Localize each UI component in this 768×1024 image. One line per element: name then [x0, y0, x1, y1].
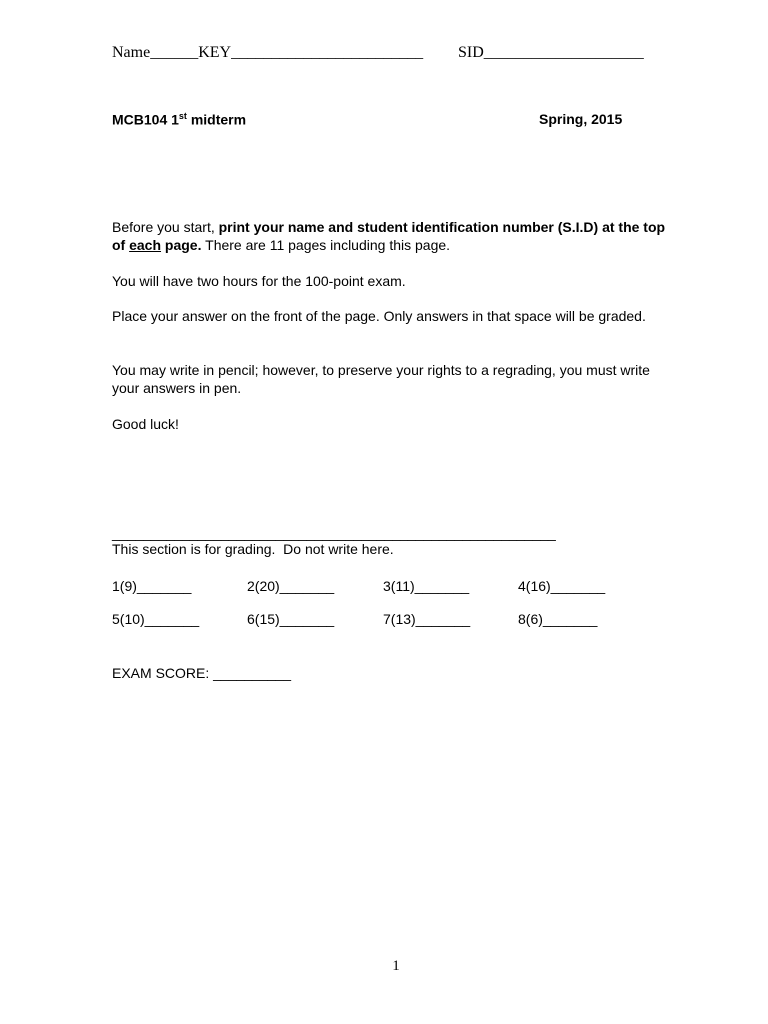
- grading-note: This section is for grading. Do not write here.: [112, 541, 394, 557]
- instruction-paragraph-5: Good luck!: [112, 416, 179, 432]
- instruction-1-underline: each: [129, 237, 162, 253]
- score-q8: 8(6)_______: [518, 611, 598, 627]
- score-q3: 3(11)_______: [383, 578, 470, 594]
- instruction-1-lead: Before you start,: [112, 219, 219, 235]
- instruction-paragraph-2: You will have two hours for the 100-point exam.: [112, 273, 406, 289]
- page-number: 1: [392, 958, 400, 974]
- instruction-paragraph-1: [112, 218, 672, 254]
- score-q2: 2(20)_______: [247, 578, 335, 594]
- sid-field: SID____________________: [458, 44, 644, 61]
- term: Spring, 2015: [539, 111, 623, 127]
- name-field: Name______KEY________________________: [112, 44, 424, 61]
- score-q1: 1(9)_______: [112, 578, 192, 594]
- score-q6: 6(15)_______: [247, 611, 335, 627]
- course-prefix: MCB104 1: [112, 111, 179, 128]
- instruction-paragraph-3: Place your answer on the front of the page. Only answers in that space will be graded.: [112, 308, 646, 324]
- score-q5: 5(10)_______: [112, 611, 200, 627]
- course-suffix: midterm: [186, 111, 247, 128]
- instruction-paragraph-4: You may write in pencil; however, to preserve your rights to a regrading, you must write your answers in pen.: [112, 362, 650, 396]
- exam-score: EXAM SCORE: __________: [112, 665, 291, 681]
- instruction-1-bold-end: page.: [161, 237, 202, 253]
- instruction-1-tail: There are 11 pages including this page.: [201, 237, 451, 253]
- grading-divider: _________________________________________________________: [112, 525, 556, 541]
- score-q4: 4(16)_______: [518, 578, 606, 594]
- score-q7: 7(13)_______: [383, 611, 471, 627]
- course-title: [112, 111, 246, 128]
- instruction-1-bold: print your name and student identification number (S.I.D) at the top of: [112, 219, 666, 253]
- ordinal-suffix: st: [178, 111, 187, 121]
